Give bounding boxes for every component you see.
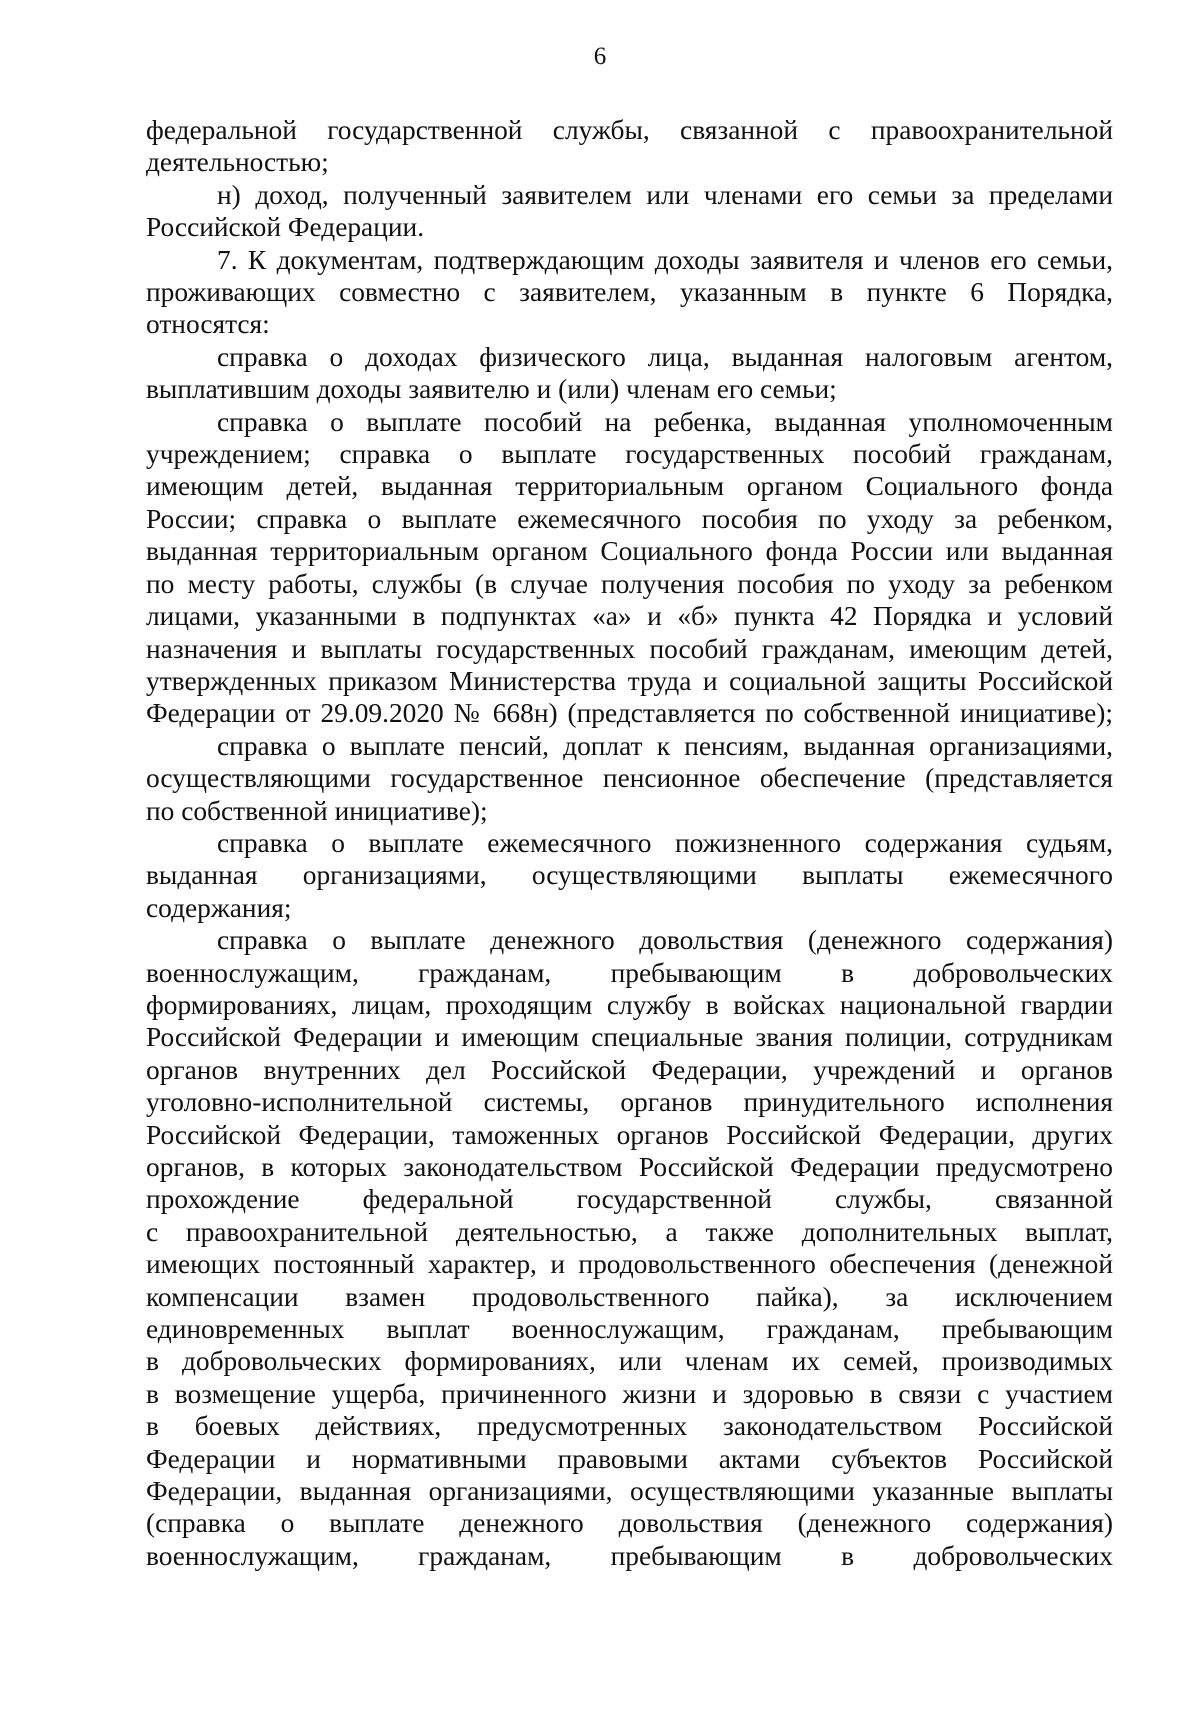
text-line: с правоохранительной деятельностью, а также дополнительных выплат,: [146, 1216, 1113, 1247]
text-line: справка о выплате ежемесячного пожизненного содержания судьям,: [217, 827, 1113, 858]
text-line: по собственной инициативе);: [146, 795, 488, 826]
text-line: органов внутренних дел Российской Федерации, учреждений и органов: [146, 1054, 1113, 1085]
text-line: имеющих постоянный характер, и продовольственного обеспечения (денежной: [146, 1249, 1113, 1280]
text-line: относятся:: [146, 309, 270, 340]
text-line: Российской Федерации, таможенных органов Российской Федерации, других: [146, 1119, 1113, 1150]
text-line: выплатившим доходы заявителю и (или) членам его семьи;: [146, 374, 837, 405]
text-line: в добровольческих формированиях, или членам их семей, производимых: [146, 1346, 1113, 1377]
text-line: Федерации от 29.09.2020 № 668н) (представляется по собственной инициативе);: [146, 698, 1113, 729]
text-line: 7. К документам, подтверждающим доходы заявителя и членов его семьи,: [217, 244, 1113, 275]
text-line: единовременных выплат военнослужащим, гражданам, пребывающим: [146, 1314, 1113, 1345]
text-line: в возмещение ущерба, причиненного жизни и здоровью в связи с участием: [146, 1378, 1113, 1409]
text-line: федеральной государственной службы, связанной с правоохранительной: [146, 115, 1113, 145]
text-line: Российской Федерации.: [146, 212, 425, 243]
text-line: справка о доходах физического лица, выданная налоговым агентом,: [217, 341, 1113, 372]
text-line: проживающих совместно с заявителем, указанным в пункте 6 Порядка,: [146, 277, 1113, 308]
text-line: выданная организациями, осуществляющими выплаты ежемесячного: [146, 860, 1113, 891]
text-line: Федерации, выданная организациями, осуществляющими указанные выплаты: [146, 1476, 1113, 1507]
text-line: справка о выплате денежного довольствия (денежного содержания): [217, 925, 1113, 956]
text-line: по месту работы, службы (в случае получения пособия по уходу за ребенком: [146, 568, 1113, 599]
text-line: органов, в которых законодательством Российской Федерации предусмотрено: [146, 1152, 1113, 1182]
text-line: Федерации и нормативными правовыми актами субъектов Российской: [146, 1443, 1113, 1474]
text-line: осуществляющими государственное пенсионное обеспечение (представляется: [146, 763, 1113, 794]
page-number: 6: [593, 43, 607, 70]
text-line: утвержденных приказом Министерства труда и социальной защиты Российской: [146, 665, 1113, 696]
text-line: военнослужащим, гражданам, пребывающим в добровольческих: [146, 957, 1113, 988]
text-line: содержания;: [146, 892, 292, 923]
text-line: лицами, указанными в подпунктах «а» и «б» пункта 42 Порядка и условий: [146, 601, 1113, 632]
text-line: выданная территориальным органом Социального фонда России или выданная: [146, 536, 1113, 567]
text-line: учреждением; справка о выплате государственных пособий гражданам,: [146, 439, 1113, 470]
text-line: уголовно-исполнительной системы, органов принудительного исполнения: [146, 1087, 1113, 1118]
text-line: компенсации взамен продовольственного пайка), за исключением: [146, 1281, 1113, 1312]
text-line: (справка о выплате денежного довольствия (денежного содержания): [146, 1508, 1113, 1539]
text-line: назначения и выплаты государственных пособий гражданам, имеющим детей,: [146, 633, 1113, 664]
text-line: формированиях, лицам, проходящим службу в войсках национальной гвардии: [146, 989, 1113, 1020]
text-line: деятельностью;: [146, 147, 329, 178]
text-line: в боевых действиях, предусмотренных законодательством Российской: [146, 1411, 1113, 1442]
text-line: России; справка о выплате ежемесячного пособия по уходу за ребенком,: [146, 503, 1113, 534]
text-line: прохождение федеральной государственной службы, связанной: [146, 1184, 1113, 1215]
document-body: [146, 114, 1113, 1572]
text-line: справка о выплате пенсий, доплат к пенсиям, выданная организациями,: [217, 730, 1113, 761]
text-line: Российской Федерации и имеющим специальные звания полиции, сотрудникам: [146, 1022, 1113, 1053]
text-line: военнослужащим, гражданам, пребывающим в добровольческих: [146, 1540, 1113, 1571]
text-line: имеющим детей, выданная территориальным органом Социального фонда: [146, 471, 1113, 502]
text-line: н) доход, полученный заявителем или членами его семьи за пределами: [217, 179, 1113, 210]
text-line: справка о выплате пособий на ребенка, выданная уполномоченным: [217, 406, 1113, 437]
